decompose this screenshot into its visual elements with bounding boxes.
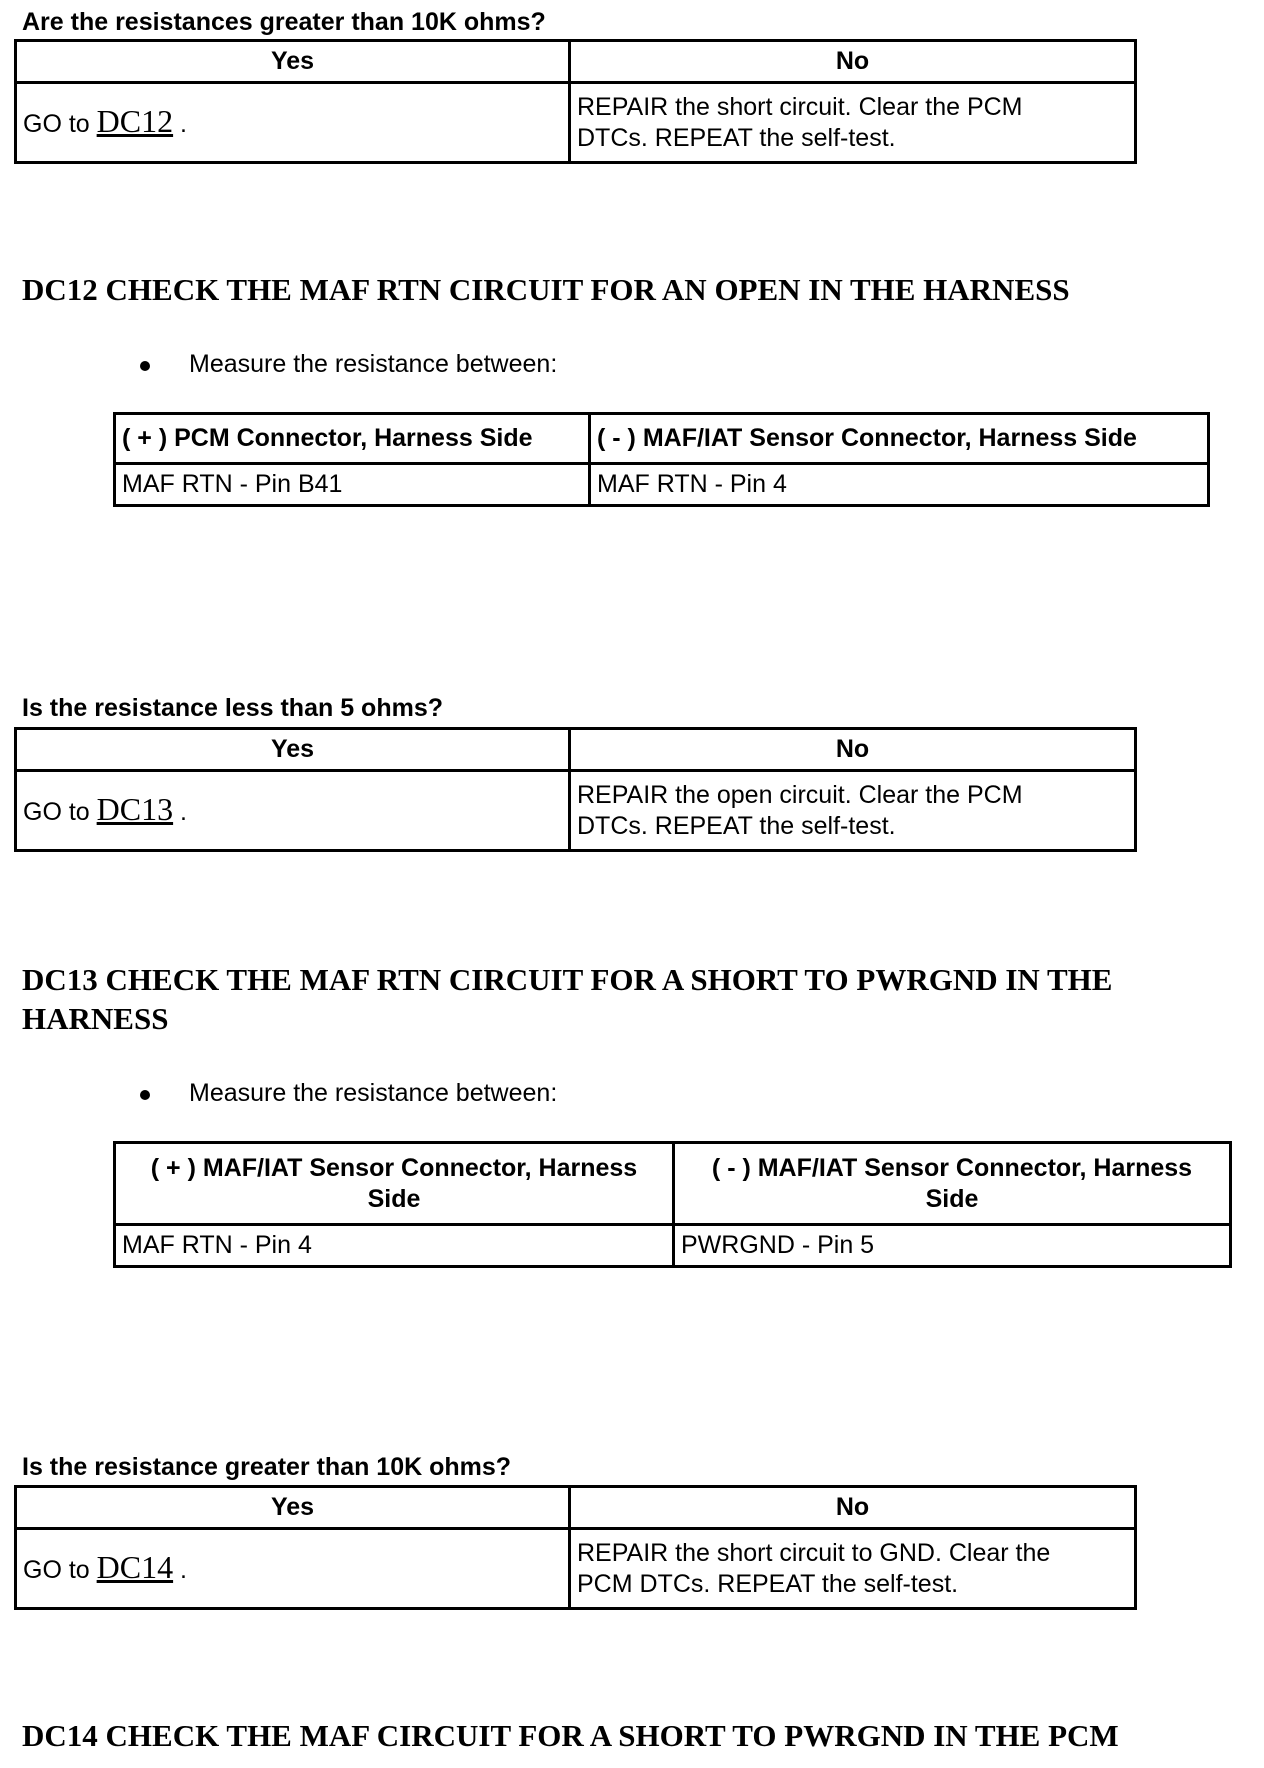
sensor-connector-positive-header bbox=[115, 1143, 674, 1225]
pwrgnd-pin-cell: PWRGND - Pin 5 bbox=[674, 1225, 1231, 1267]
yes-cell bbox=[16, 83, 570, 163]
section-heading-dc12: DC12 CHECK THE MAF RTN CIRCUIT FOR AN OPEN IN THE HARNESS bbox=[22, 272, 1070, 307]
pcm-connector-header: ( + ) PCM Connector, Harness Side bbox=[115, 414, 590, 464]
link-dc13[interactable]: DC13 bbox=[96, 790, 174, 827]
yes-cell bbox=[16, 771, 570, 851]
go-to-label: GO to bbox=[23, 1555, 90, 1584]
question-text: Is the resistance greater than 10K ohms? bbox=[22, 1453, 512, 1481]
no-cell bbox=[570, 1529, 1136, 1609]
sensor-pin-cell: MAF RTN - Pin 4 bbox=[590, 464, 1209, 506]
period: . bbox=[180, 109, 187, 138]
sensor-connector-header: ( - ) MAF/IAT Sensor Connector, Harness Side bbox=[590, 414, 1209, 464]
section-heading-dc13-continued: HARNESS bbox=[22, 1001, 169, 1036]
period: . bbox=[180, 797, 187, 826]
no-text-line: DTCs. REPEAT the self-test. bbox=[577, 123, 896, 152]
yes-no-table bbox=[14, 1485, 1137, 1610]
bullet-text: Measure the resistance between: bbox=[189, 1079, 558, 1107]
yes-header: Yes bbox=[16, 41, 570, 83]
go-to-label: GO to bbox=[23, 109, 90, 138]
bullet-icon bbox=[140, 1090, 150, 1100]
sensor-connector-negative-header bbox=[674, 1143, 1231, 1225]
header-line: Side bbox=[925, 1184, 979, 1213]
yes-no-table bbox=[14, 727, 1137, 852]
no-cell bbox=[570, 771, 1136, 851]
measurement-table-dc13 bbox=[113, 1141, 1232, 1268]
no-text-line: REPAIR the short circuit to GND. Clear the bbox=[577, 1538, 1051, 1567]
no-header: No bbox=[570, 729, 1136, 771]
section-heading-dc13: DC13 CHECK THE MAF RTN CIRCUIT FOR A SHORT TO PWRGND IN THE bbox=[22, 962, 1113, 997]
no-text-line: DTCs. REPEAT the self-test. bbox=[577, 811, 896, 840]
measurement-table-dc12 bbox=[113, 412, 1210, 507]
header-line: Side bbox=[367, 1184, 421, 1213]
header-line: ( - ) MAF/IAT Sensor Connector, Harness bbox=[711, 1153, 1193, 1182]
link-dc12[interactable]: DC12 bbox=[96, 102, 174, 139]
period: . bbox=[180, 1555, 187, 1584]
bullet-text: Measure the resistance between: bbox=[189, 350, 558, 378]
no-text-line: REPAIR the short circuit. Clear the PCM bbox=[577, 92, 1023, 121]
no-header: No bbox=[570, 1487, 1136, 1529]
no-cell bbox=[570, 83, 1136, 163]
header-line: ( + ) MAF/IAT Sensor Connector, Harness bbox=[150, 1153, 638, 1182]
yes-header: Yes bbox=[16, 1487, 570, 1529]
pcm-pin-cell: MAF RTN - Pin B41 bbox=[115, 464, 590, 506]
bullet-icon bbox=[140, 361, 150, 371]
no-text-line: PCM DTCs. REPEAT the self-test. bbox=[577, 1569, 959, 1598]
link-dc14[interactable]: DC14 bbox=[96, 1548, 174, 1585]
no-text-line: REPAIR the open circuit. Clear the PCM bbox=[577, 780, 1023, 809]
go-to-label: GO to bbox=[23, 797, 90, 826]
yes-header: Yes bbox=[16, 729, 570, 771]
maf-rtn-pin-cell: MAF RTN - Pin 4 bbox=[115, 1225, 674, 1267]
yes-cell bbox=[16, 1529, 570, 1609]
section-heading-dc14: DC14 CHECK THE MAF CIRCUIT FOR A SHORT TO PWRGND IN THE PCM bbox=[22, 1718, 1119, 1753]
question-text: Are the resistances greater than 10K ohms? bbox=[22, 8, 546, 36]
no-header: No bbox=[570, 41, 1136, 83]
yes-no-table bbox=[14, 39, 1137, 164]
question-text: Is the resistance less than 5 ohms? bbox=[22, 694, 443, 722]
